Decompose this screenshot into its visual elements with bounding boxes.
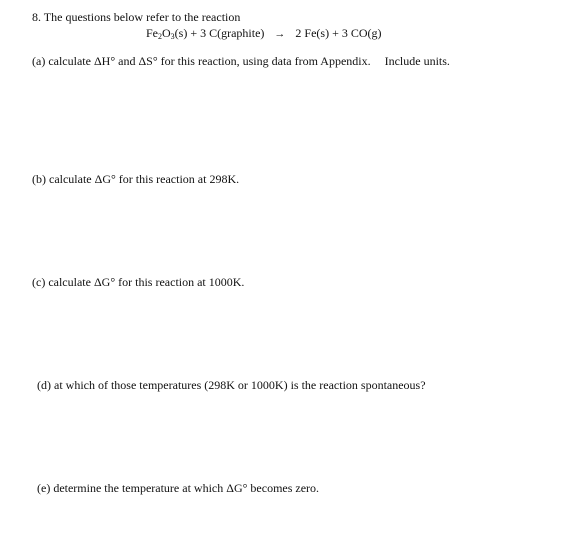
question-header: 8. The questions below refer to the reaction [32,10,241,24]
reactant-fe: Fe [146,26,158,40]
reactant-fe-subscript: 2 [158,32,162,41]
part-c-prompt: (c) calculate ΔG° for this reaction at 1000K. [32,275,245,289]
part-e-prompt: (e) determine the temperature at which ΔG° becomes zero. [37,481,320,495]
reactant-o: O [162,26,171,40]
reaction-arrow-icon: → [274,28,286,40]
reactant-rest: (s) + 3 C(graphite) [174,26,265,40]
part-a-units-note: Include units. [384,54,450,68]
part-d-prompt: (d) at which of those temperatures (298K or 1000K) is the reaction spontaneous? [37,378,426,392]
reaction-equation [146,26,382,41]
reactant-o-subscript: 3 [170,32,175,41]
part-a-text: (a) calculate ΔH° and ΔS° for this reaction, using data from Appendix. [32,54,371,68]
part-b-prompt: (b) calculate ΔG° for this reaction at 298K. [32,172,240,186]
reaction-products: 2 Fe(s) + 3 CO(g) [295,26,382,40]
part-a-prompt [32,54,450,68]
